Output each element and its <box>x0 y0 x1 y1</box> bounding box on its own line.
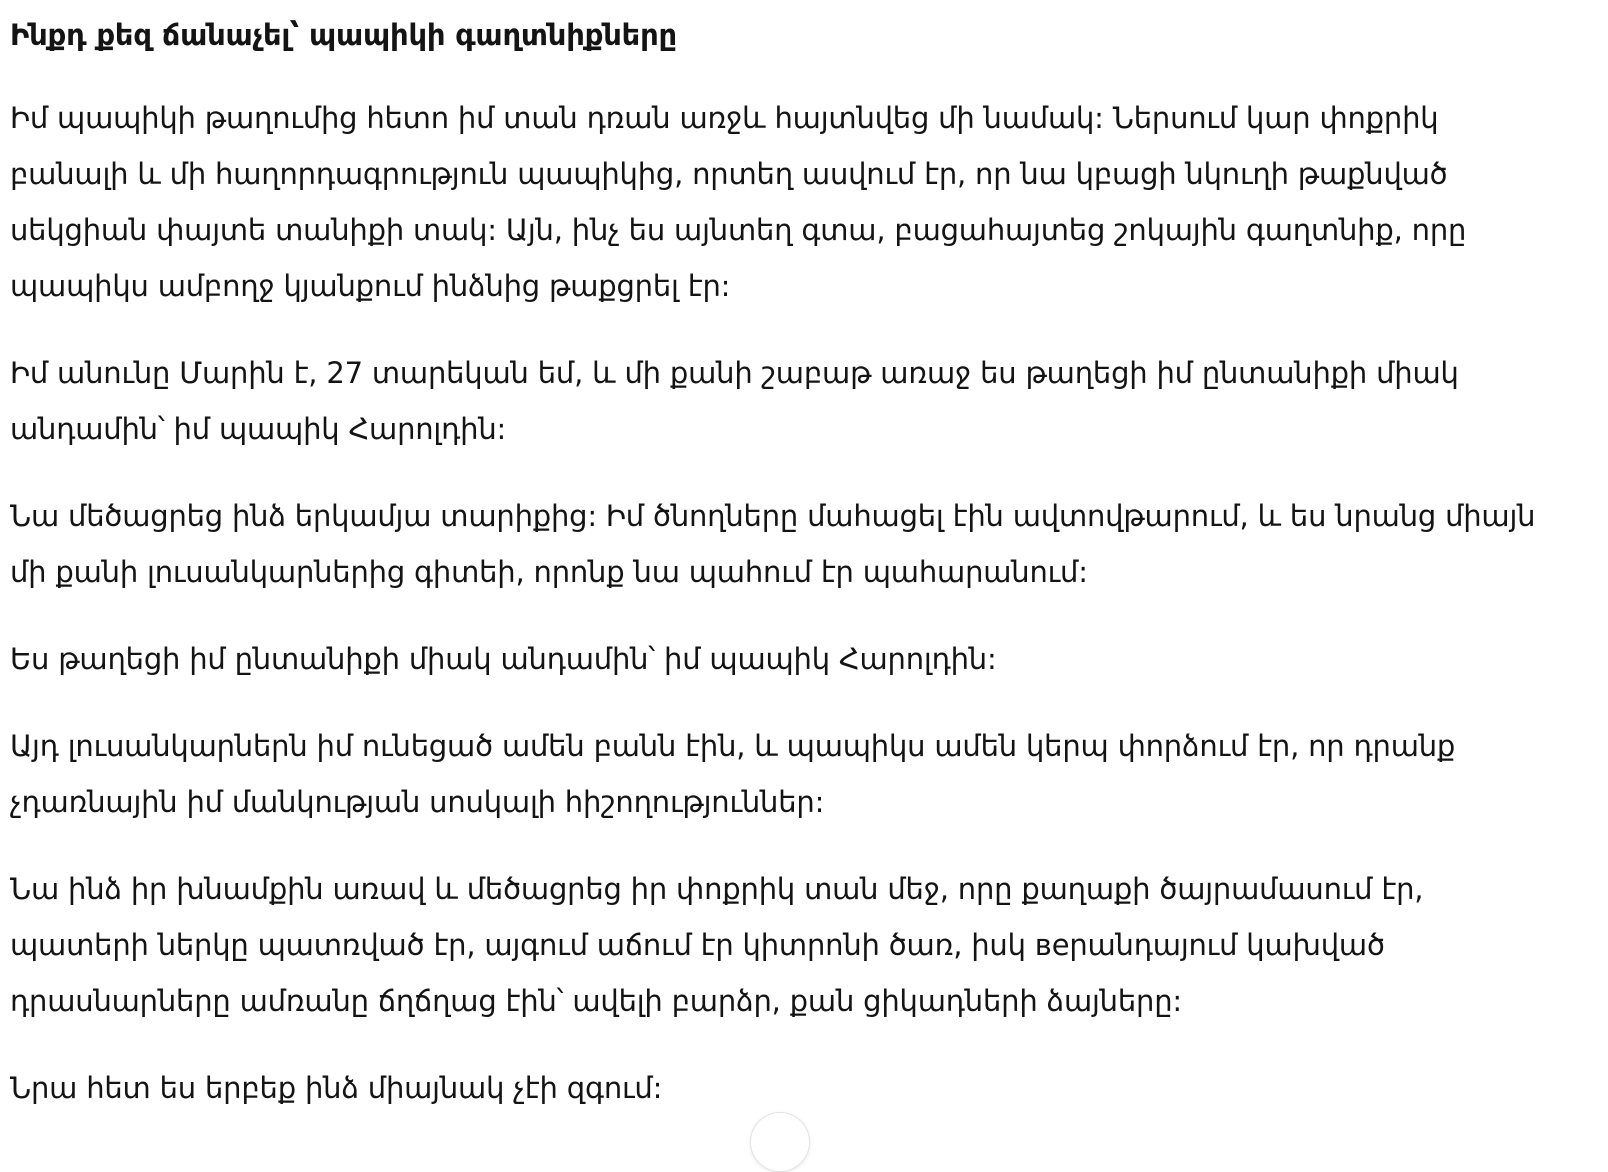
paragraph-line: Իմ անունը Մարին է, 27 տարեկան եմ, և մի քանի շաբաթ առաջ ես թաղեցի իմ ընտանիքի միակ <box>10 356 1459 390</box>
paragraph-line: սեկցիան փայտե տանիքի տակ: Այն, ինչ ես այնտեղ գտա, բացահայտեց շոկային գաղտնիք, որը <box>10 213 1467 247</box>
paragraph-line: պապիկս ամբողջ կյանքում ինձնից թաքցրել էր: <box>10 269 731 303</box>
document-body <box>10 0 1590 1116</box>
paragraph-1 <box>10 90 1590 314</box>
paragraph-line: անդամին՝ իմ պապիկ Հարոլդին: <box>10 412 507 446</box>
paragraph-line: Իմ պապիկի թաղումից հետո իմ տան դռան առջև հայտնվեց մի նամակ: Ներսում կար փոքրիկ <box>10 101 1439 135</box>
paragraph-3 <box>10 488 1590 600</box>
paragraph-7 <box>10 1060 1590 1116</box>
paragraph-line: բանալի և մի հաղորդագրություն պապիկից, որտեղ ասվում էր, որ նա կբացի նկուղի թաքնված <box>10 157 1448 191</box>
paragraph-line: Նա մեծացրեց ինձ երկամյա տարիքից: Իմ ծնողները մահացել էին ավտովթարում, և ես նրանց միայն <box>10 499 1536 533</box>
paragraph-line: մի քանի լուսանկարներից գիտեի, որոնք նա պահում էր պահարանում: <box>10 555 1088 589</box>
document-title: Ինքդ քեզ ճանաչել՝ պապիկի գաղտնիքները <box>10 18 677 52</box>
paragraph-line: Այդ լուսանկարներն իմ ունեցած ամեն բանն էին, և պապիկս ամեն կերպ փորձում էր, որ դրանք <box>10 729 1456 763</box>
scroll-down-button[interactable] <box>750 1112 810 1172</box>
paragraph-line: Նա ինձ իր խնամքին առավ և մեծացրեց իր փոքրիկ տան մեջ, որը քաղաքի ծայրամասում էր, <box>10 872 1424 906</box>
paragraph-2 <box>10 345 1590 457</box>
paragraph-line: դրասնարները ամռանը ճղճղաց էին՝ ավելի բարձր, քան ցիկադների ձայները: <box>10 984 1182 1018</box>
paragraph-line: պատերի ներկը պատռված էր, այգում աճում էր կիտրոնի ծառ, իսկ вeրանդայում կախված <box>10 928 1385 962</box>
paragraph-line: չդառնային իմ մանկության սոսկալի հիշողություններ: <box>10 785 825 819</box>
paragraph-5 <box>10 718 1590 830</box>
paragraph-line: Ես թաղեցի իմ ընտանիքի միակ անդամին՝ իմ պապիկ Հարոլդին: <box>10 642 997 676</box>
paragraph-4 <box>10 631 1590 687</box>
paragraph-line: Նրա հետ ես երբեք ինձ միայնակ չէի զգում: <box>10 1071 663 1105</box>
paragraph-6 <box>10 861 1590 1029</box>
